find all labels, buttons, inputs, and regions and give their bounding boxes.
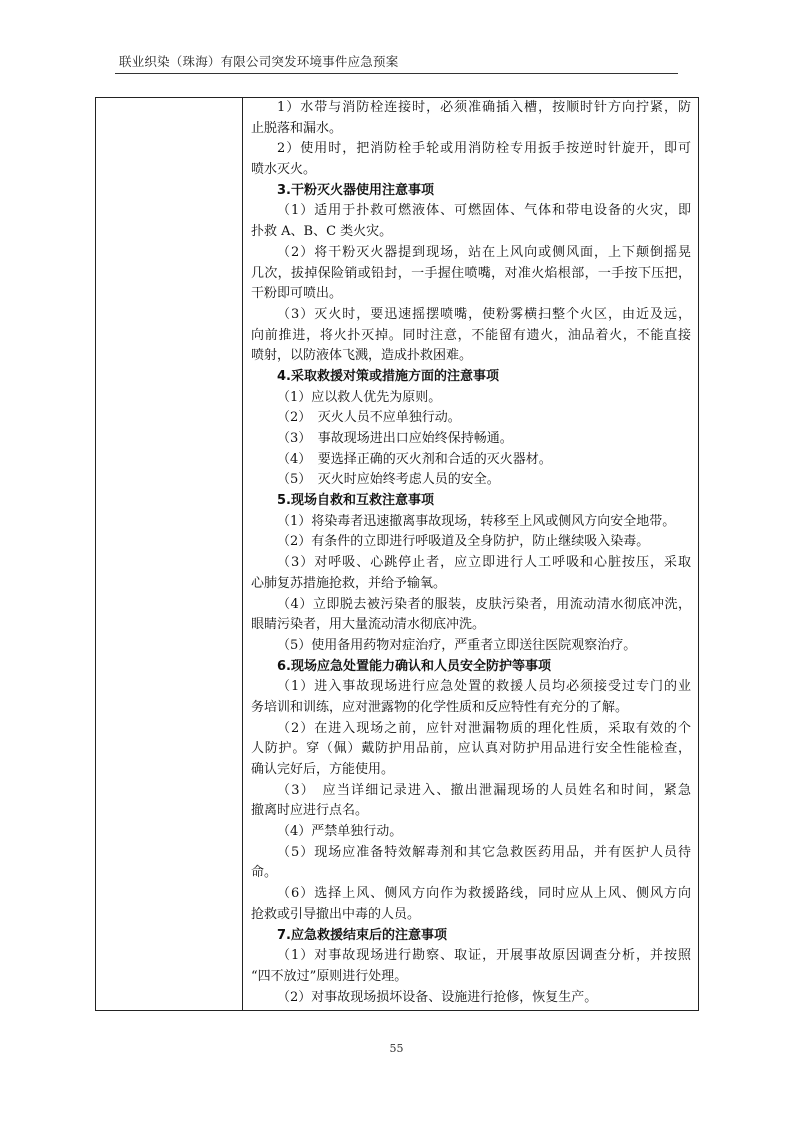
text-line: （2）有条件的立即进行呼吸道及全身防护，防止继续吸入染毒。 — [277, 534, 650, 550]
text-line: （5）使用备用药物对症治疗，严重者立即送往医院观察治疗。 — [277, 637, 637, 653]
text-line: （2） 灭火人员不应单独行动。 — [277, 410, 461, 426]
text-line: “四不放过”原则进行处理。 — [251, 968, 408, 984]
text-line: （1）对事故现场进行勘察、取证，开展事故原因调查分析，并按照 — [277, 948, 691, 964]
text-line: （5）现场应准备特效解毒剂和其它急救医药用品，并有医护人员待 — [277, 844, 691, 860]
section-heading: 6.现场应急处置能力确认和人员安全防护等事项 — [277, 658, 551, 674]
section-heading: 3.干粉灭火器使用注意事项 — [277, 182, 434, 198]
text-line: （6）选择上风、侧风方向作为救援路线，同时应从上风、侧风方向 — [277, 886, 691, 902]
page-number: 55 — [389, 1042, 404, 1055]
text-line: 扑救 A、B、C 类火灾。 — [251, 224, 393, 240]
text-line: 干粉即可喷出。 — [251, 286, 343, 302]
text-line: 命。 — [251, 865, 278, 881]
text-line: （1）将染毒者迅速撤离事故现场，转移至上风或侧风方向安全地带。 — [277, 513, 676, 529]
text-line: 向前推进，将火扑灭掉。同时注意，不能留有遗火，油品着火，不能直接 — [251, 327, 691, 343]
text-line: （4）严禁单独行动。 — [277, 824, 403, 840]
section-heading: 7.应急救援结束后的注意事项 — [277, 927, 447, 943]
text-line: 务培训和训练，应对泄露物的化学性质和反应特性有充分的了解。 — [251, 699, 629, 715]
text-line: （2）在进入现场之前，应针对泄漏物质的理化性质，采取有效的个 — [277, 720, 691, 736]
text-line: （1）适用于扑救可燃液体、可燃固体、气体和带电设备的火灾，即 — [277, 203, 691, 219]
text-line: （1）应以救人优先为原则。 — [277, 389, 442, 405]
text-line: 撤离时应进行点名。 — [251, 803, 369, 819]
text-line: 确认完好后，方能使用。 — [251, 762, 395, 777]
text-line: （4）立即脱去被污染者的服装，皮肤污染者，用流动清水彻底冲洗， — [277, 596, 691, 612]
content-table — [95, 97, 699, 1011]
text-line: （2）将干粉灭火器提到现场，站在上风向或侧风面，上下颠倒摇晃 — [277, 244, 691, 260]
text-line: （3）对呼吸、心跳停止者，应立即进行人工呼吸和心脏按压，采取 — [277, 555, 691, 571]
text-line: 几次，拔掉保险销或铅封，一手握住喷嘴，对准火焰根部，一手按下压把， — [251, 265, 691, 281]
text-line: 喷水灭火。 — [251, 162, 317, 178]
text-line: （3） 事故现场进出口应始终保持畅通。 — [277, 431, 513, 446]
text-line: 止脱落和漏水。 — [251, 120, 343, 136]
text-line: 眼睛污染者，用大量流动清水彻底冲洗。 — [251, 617, 486, 633]
text-line: （3） 应当详细记录进入、撤出泄漏现场的人员姓名和时间，紧急 — [277, 782, 691, 798]
table-left-column — [96, 98, 243, 1010]
text-line: 2）使用时，把消防栓手轮或用消防栓专用扳手按逆时针旋开，即可 — [277, 141, 691, 157]
text-line: 心肺复苏措施抢救，并给予输氧。 — [251, 575, 447, 591]
text-line: 喷射，以防液体飞溅，造成扑救困难。 — [251, 348, 473, 364]
text-line: 抢救或引导撤出中毒的人员。 — [251, 906, 421, 922]
section-heading: 4.采取救援对策或措施方面的注意事项 — [277, 368, 499, 384]
text-line: （2）对事故现场损坏设备、设施进行抢修，恢复生产。 — [277, 989, 598, 1005]
page-header: 联业织染（珠海）有限公司突发环境事件应急预案 — [119, 54, 399, 69]
table-content-cell — [251, 98, 691, 1008]
text-line: （1）进入事故现场进行应急处置的救援人员均必须接受过专门的业 — [277, 679, 691, 695]
text-line: （4） 要选择正确的灭火剂和合适的灭火器材。 — [277, 451, 552, 467]
text-line: （3）灭火时，要迅速摇摆喷嘴，使粉雾横扫整个火区，由近及远， — [277, 306, 691, 322]
text-line: 1）水带与消防栓连接时，必须准确插入槽，按顺时针方向拧紧，防 — [277, 100, 691, 115]
text-line: 人防护。穿（佩）戴防护用品前，应认真对防护用品进行安全性能检查， — [251, 741, 691, 757]
section-heading: 5.现场自救和互救注意事项 — [277, 493, 434, 509]
header-rule — [115, 73, 678, 74]
text-line: （5） 灭火时应始终考虑人员的安全。 — [277, 472, 500, 488]
